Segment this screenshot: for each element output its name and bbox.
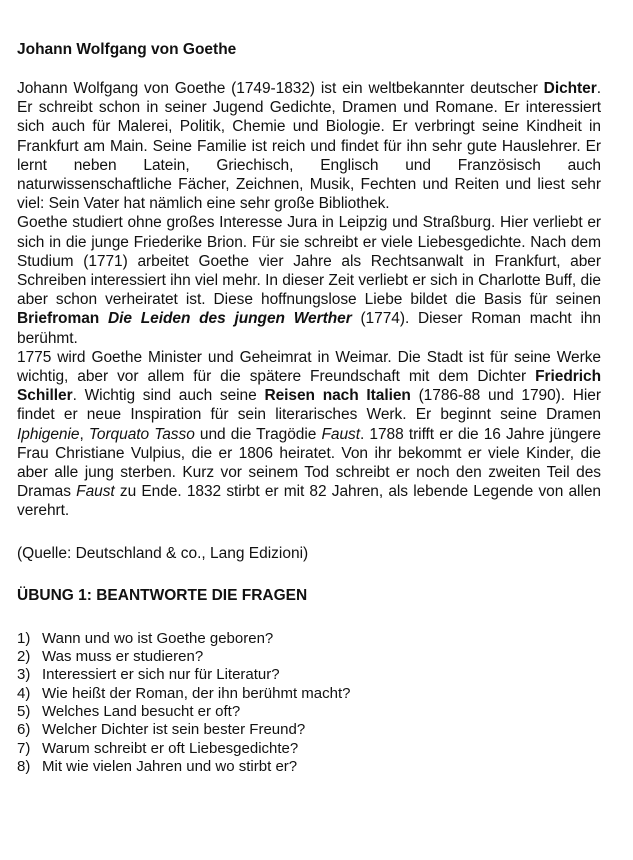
document-title: Johann Wolfgang von Goethe	[17, 41, 237, 58]
italic-title: Iphigenie	[17, 425, 80, 443]
emphasized-term: Briefroman	[17, 310, 100, 328]
italic-title: Faust	[76, 483, 115, 501]
emphasized-term: Friedrich Schiller	[17, 368, 601, 405]
emphasized-term: Die Leiden des jungen Werther	[107, 310, 352, 328]
question-number: 6)	[17, 721, 31, 739]
exercise-heading: ÜBUNG 1: BEANTWORTE DIE FRAGEN	[17, 586, 308, 604]
question-item	[17, 666, 601, 684]
question-text: Warum schreibt er oft Liebesgedichte?	[42, 739, 299, 757]
emphasized-term: Dichter	[543, 80, 597, 97]
question-text: Was muss er studieren?	[42, 648, 204, 666]
question-text: Interessiert er sich nur für Literatur?	[42, 666, 280, 684]
question-text: Wie heißt der Roman, der ihn berühmt macht?	[42, 684, 351, 702]
question-item	[17, 703, 601, 721]
source-citation: (Quelle: Deutschland & co., Lang Edizioni)	[17, 544, 309, 562]
question-item	[17, 685, 601, 703]
document-page	[17, 40, 601, 776]
question-text: Welcher Dichter ist sein bester Freund?	[42, 721, 306, 739]
italic-title: Faust	[321, 425, 360, 443]
question-text: Welches Land besucht er oft?	[42, 703, 241, 721]
question-item	[17, 721, 601, 739]
question-text: Mit wie vielen Jahren und wo stirbt er?	[42, 757, 298, 775]
question-item	[17, 758, 601, 776]
question-number: 7)	[17, 739, 31, 757]
question-number: 8)	[17, 757, 31, 775]
emphasized-term: Reisen nach Italien	[264, 387, 411, 405]
biography-paragraph: Goethe studiert ohne großes Interesse Jura in Leipzig und Straßburg. Hier verliebt er sich in die junge Friederike Brion. Für sie schreibt er viele Liebesgedichte. Nach dem Studium (1771) arbeitet Goethe vier Jahre als Rechtsanwalt in Frankfurt, aber Schreiben interessiert ihn viel mehr. In dieser Zeit verliebt er sich in Charlotte Buff, die aber schon verheiratet ist. Diese hoffnungslose Liebe bildet die Basis für seinen Briefroman Die Leiden des jungen Werther (1774). Dieser Roman macht ihn berühmt.	[17, 214, 601, 347]
question-list	[17, 630, 601, 776]
question-number: 2)	[17, 648, 31, 666]
question-item	[17, 630, 601, 648]
question-item	[17, 740, 601, 758]
question-number: 4)	[17, 684, 31, 702]
biography-paragraph: 1775 wird Goethe Minister und Geheimrat in Weimar. Die Stadt ist für seine Werke wichtig, aber vor allem für die spätere Freundschaft mit dem Dichter Friedrich Schiller. Wichtig sind auch seine Reisen nach Italien (1786-88 und 1790). Hier findet er neue Inspiration für sein literarisches Werk. Er beginnt seine Dramen Iphigenie, Torquato Tasso und die Tragödie Faust. 1788 trifft er die 16 Jahre jüngere Frau Christiane Vulpius, die er 1806 heiratet. Von ihr bekommt er viele Kinder, die aber alle jung sterben. Kurz vor seinem Tod schreibt er noch den zweiten Teil des Dramas Faust zu Ende. 1832 stirbt er mit 82 Jahren, als lebende Legende von allen verehrt.	[17, 348, 601, 520]
question-number: 5)	[17, 703, 31, 721]
question-number: 1)	[17, 629, 31, 647]
question-item	[17, 648, 601, 666]
question-text: Wann und wo ist Goethe geboren?	[42, 629, 274, 647]
biography-paragraph: Johann Wolfgang von Goethe (1749-1832) ist ein weltbekannter deutscher Dichter. Er schreibt schon in seiner Jugend Gedichte, Dramen und Romane. Er interessiert sich auch für Malerei, Politik, Chemie und Biologie. Er verbringt seine Kindheit in Frankfurt am Main. Seine Familie ist reich und findet für ihn sehr gute Hauslehrer. Er lernt neben Latein, Griechisch, Englisch und Französisch auch naturwissenschaftliche Fächer, Zeichnen, Musik, Fechten und Reiten und liest sehr viel: Sein Vater hat nämlich eine sehr große Bibliothek.	[17, 80, 601, 213]
question-number: 3)	[17, 666, 31, 684]
italic-title: Torquato Tasso	[88, 425, 195, 443]
biography-text	[17, 79, 601, 521]
